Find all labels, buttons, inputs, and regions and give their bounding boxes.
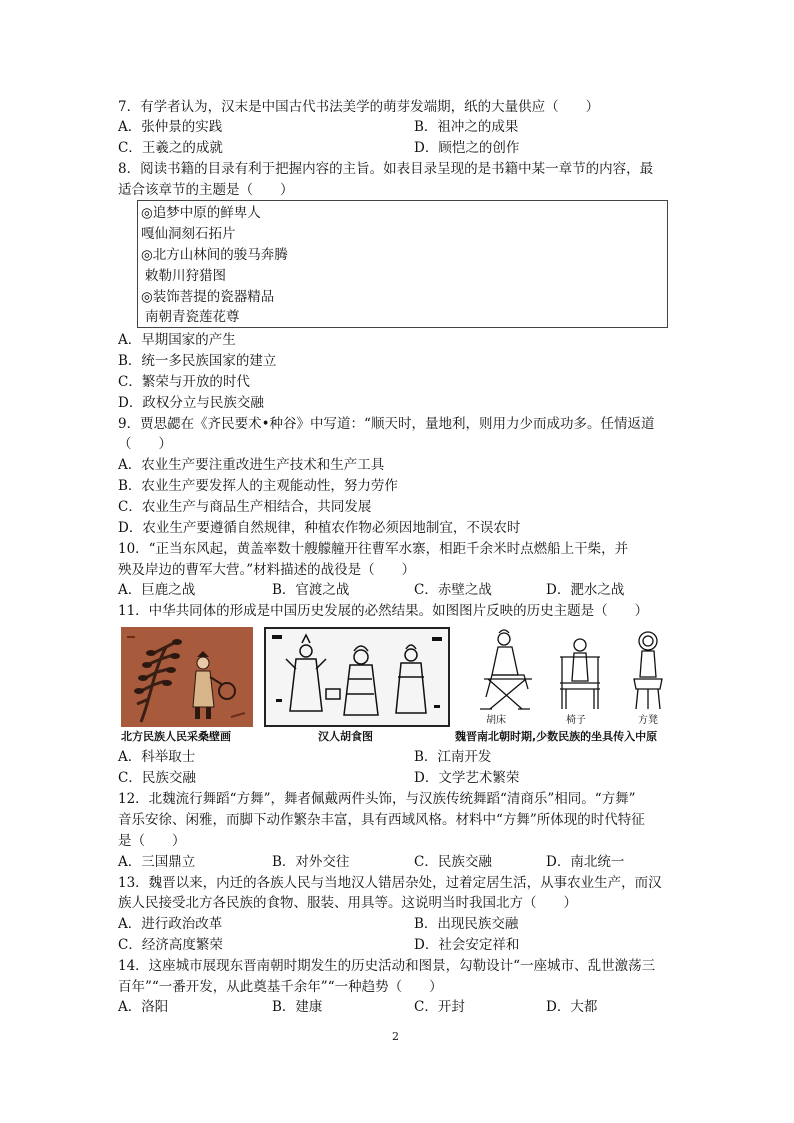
q10-option-b: B．官渡之战 xyxy=(272,582,350,598)
q13-option-b: B．出现民族交融 xyxy=(414,916,519,932)
contents-entry: 南朝青瓷莲花尊 xyxy=(145,309,240,325)
q7-option-d: D．顾恺之的创作 xyxy=(414,140,520,156)
q9-stem-line2: （ ） xyxy=(118,436,172,452)
q9-option-c: C．农业生产与商品生产相结合，共同发展 xyxy=(118,499,372,515)
q14-option-d: D．大都 xyxy=(546,999,598,1015)
q10-option-a: A．巨鹿之战 xyxy=(118,582,196,598)
q14-option-a: A．洛阳 xyxy=(118,999,169,1015)
q13-option-c: C．经济高度繁荣 xyxy=(118,937,223,953)
q12-option-b: B．对外交往 xyxy=(272,854,350,870)
q8-option-b: B．统一多民族国家的建立 xyxy=(118,353,277,369)
q9-stem-line1: 9．贾思勰在《齐民要术•种谷》中写道：“顺天时，量地利，则用力少而成功多。任情返道 xyxy=(118,416,655,432)
contents-entry: 敕勒川狩猎图 xyxy=(145,268,226,284)
q13-option-d: D．社会安定祥和 xyxy=(414,937,520,953)
label-hu-chuang: 胡床 xyxy=(486,715,506,726)
q12-option-a: A．三国鼎立 xyxy=(118,854,196,870)
caption-han-hu-food: 汉人胡食图 xyxy=(318,730,373,743)
contents-entry: ◎北方山林间的骏马奔腾 xyxy=(141,247,288,263)
q12-stem-line3: 是（ ） xyxy=(118,833,186,849)
q10-stem-line2: 殃及岸边的曹军大营。”材料描述的战役是（ ） xyxy=(118,562,416,578)
q11-option-b: B．江南开发 xyxy=(414,749,492,765)
q7-stem: 7．有学者认为，汉末是中国古代书法美学的萌芽发端期，纸的大量供应（ ） xyxy=(118,99,600,115)
caption-furniture: 魏晋南北朝时期,少数民族的坐具传入中原 xyxy=(455,730,658,743)
label-stool: 方凳 xyxy=(638,715,658,726)
q8-option-a: A．早期国家的产生 xyxy=(118,332,236,348)
q9-option-b: B．农业生产要发挥人的主观能动性，努力劳作 xyxy=(118,478,398,494)
q11-option-a: A．科举取士 xyxy=(118,749,196,765)
q12-option-c: C．民族交融 xyxy=(414,854,492,870)
page-number: 2 xyxy=(392,1030,399,1043)
contents-entry: 嘎仙洞刻石拓片 xyxy=(141,226,236,242)
q13-stem-line1: 13．魏晋以来，内迁的各族人民与当地汉人错居杂处，过着定居生活，从事农业生产，而汉 xyxy=(118,875,662,891)
caption-mural: 北方民族人民采桑壁画 xyxy=(121,730,231,743)
q7-option-c: C．王羲之的成就 xyxy=(118,140,223,156)
han-hu-food-image xyxy=(264,627,450,727)
mural-picking-mulberry-image xyxy=(121,627,253,727)
label-chair: 椅子 xyxy=(566,715,586,726)
q8-stem-line2: 适合该章节的主题是（ ） xyxy=(118,182,294,198)
q9-option-a: A．农业生产要注重改进生产技术和生产工具 xyxy=(118,457,385,473)
q14-stem-line1: 14．这座城市展现东晋南朝时期发生的历史活动和图景，勾勒设计“一座城市、乱世激荡三 xyxy=(118,958,656,974)
q11-option-c: C．民族交融 xyxy=(118,770,196,786)
q12-stem-line1: 12．北魏流行舞蹈“方舞”，舞者佩戴两件头饰，与汉族传统舞蹈“清商乐”相同。“方舞” xyxy=(118,791,636,807)
q14-option-c: C．开封 xyxy=(414,999,465,1015)
q11-stem: 11．中华共同体的形成是中国历史发展的必然结果。如图图片反映的历史主题是（ ） xyxy=(118,603,649,619)
q12-stem-line2: 音乐安徐、闲雅，而脚下动作繁杂丰富，具有西域风格。材料中“方舞”所体现的时代特征 xyxy=(118,812,645,828)
q10-option-d: D．淝水之战 xyxy=(546,582,625,598)
q8-option-d: D．政权分立与民族交融 xyxy=(118,395,264,411)
q11-option-d: D．文学艺术繁荣 xyxy=(414,770,520,786)
q8-stem-line1: 8．阅读书籍的目录有利于把握内容的主旨。如表目录呈现的是书籍中某一章节的内容，最 xyxy=(118,161,654,177)
q10-stem-line1: 10．“正当东风起，黄盖率数十艘艨艟开往曹军水寨，相距千余米时点燃船上干柴，并 xyxy=(118,541,629,557)
q13-stem-line2: 族人民接受北方各民族的食物、服装、用具等。这说明当时我国北方（ ） xyxy=(118,895,577,911)
q7-option-a: A．张仲景的实践 xyxy=(118,119,223,135)
seating-furniture-image xyxy=(462,627,674,727)
contents-entry: ◎装饰菩提的瓷器精品 xyxy=(141,289,275,305)
q8-contents-table xyxy=(137,200,668,328)
q7-option-b: B．祖冲之的成果 xyxy=(414,119,519,135)
contents-entry: ◎追梦中原的鲜卑人 xyxy=(141,205,261,221)
q9-option-d: D．农业生产要遵循自然规律，种植农作物必须因地制宜，不误农时 xyxy=(118,520,521,536)
q10-option-c: C．赤壁之战 xyxy=(414,582,492,598)
q8-option-c: C．繁荣与开放的时代 xyxy=(118,374,250,390)
q13-option-a: A．进行政治改革 xyxy=(118,916,223,932)
q14-stem-line2: 百年”“一番开发，从此奠基千余年”“一种趋势（ ） xyxy=(118,979,443,995)
q12-option-d: D．南北统一 xyxy=(546,854,625,870)
q14-option-b: B．建康 xyxy=(272,999,323,1015)
